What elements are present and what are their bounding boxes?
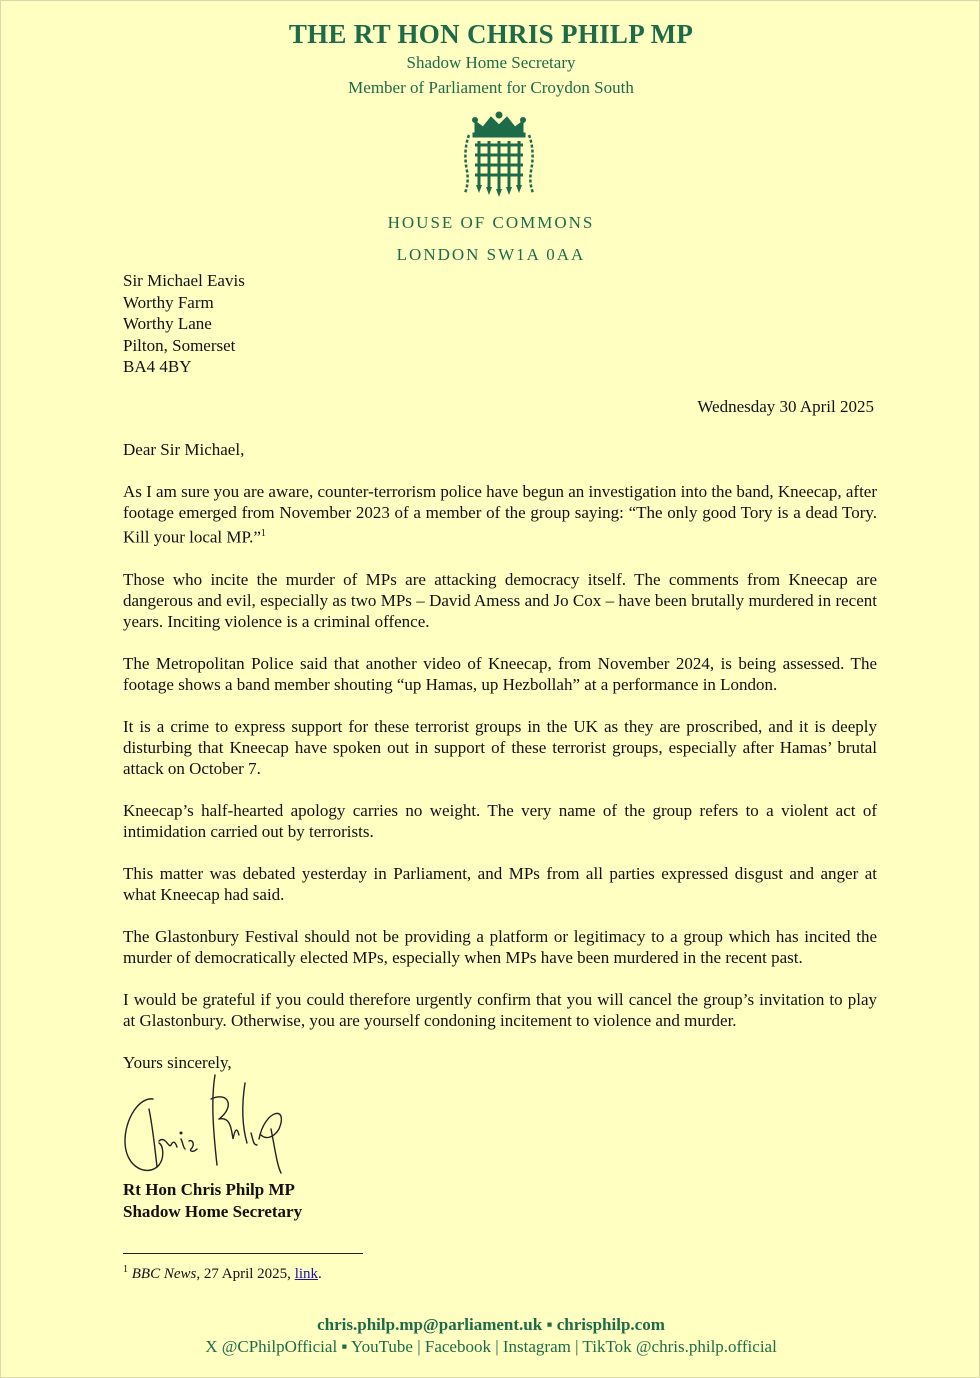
- signer-block: [123, 1179, 302, 1222]
- footnote-divider: [123, 1253, 363, 1254]
- contact-website[interactable]: chrisphilp.com: [556, 1315, 665, 1334]
- mp-constituency: Member of Parliament for Croydon South: [348, 78, 634, 97]
- recipient-line: Sir Michael Eavis: [123, 271, 245, 290]
- letterhead: [1, 19, 980, 100]
- portcullis-icon: [461, 111, 537, 197]
- paragraph: I would be grateful if you could therefore urgently confirm that you will cancel the group’s invitation to play at Glastonbury. Otherwise, you are yourself condoning incitement to violence and murder.: [123, 989, 877, 1030]
- letter-date: Wednesday 30 April 2025: [697, 397, 874, 416]
- paragraph: This matter was debated yesterday in Parliament, and MPs from all parties expressed disgust and anger at what Kneecap had said.: [123, 863, 877, 904]
- signature: [119, 1069, 299, 1179]
- footnote-number: 1: [123, 1264, 128, 1275]
- contact-footer: [1, 1314, 980, 1358]
- house-address: [1, 207, 980, 271]
- footnote-end: .: [318, 1266, 322, 1282]
- contact-separator: ▪: [542, 1315, 557, 1334]
- paragraph: The Metropolitan Police said that another video of Kneecap, from November 2024, is being assessed. The footage shows a band member shouting “up Hamas, up Hezbollah” at a performance in London.: [123, 653, 877, 694]
- salutation: Dear Sir Michael,: [123, 440, 245, 459]
- letter-body: [123, 439, 877, 1094]
- signer-name: Rt Hon Chris Philp MP: [123, 1180, 295, 1199]
- footnote-date: , 27 April 2025,: [196, 1266, 295, 1282]
- paragraph: [123, 481, 877, 548]
- recipient-line: Worthy Farm: [123, 292, 214, 312]
- recipient-line: BA4 4BY: [123, 357, 192, 376]
- house-name: HOUSE OF COMMONS: [387, 213, 595, 232]
- footnote: [123, 1264, 322, 1283]
- paragraph-text: As I am sure you are aware, counter-terrorism police have begun an investigation into the band, Kneecap, after footage emerged from November 2023 of a member of the group saying: “The only good Tory is a dead Tory. Kill your local MP.”: [123, 482, 877, 547]
- footnote-link[interactable]: link: [294, 1266, 319, 1282]
- paragraph: Kneecap’s half-hearted apology carries no weight. The very name of the group refers to a violent act of intimidation carried out by terrorists.: [123, 800, 877, 841]
- closing: Yours sincerely,: [123, 1052, 232, 1072]
- paragraph: It is a crime to express support for these terrorist groups in the UK as they are proscribed, and it is deeply disturbing that Kneecap have spoken out in support of these terrorist groups, especially after Hamas’ brutal attack on October 7.: [123, 716, 877, 778]
- recipient-line: Pilton, Somerset: [123, 335, 236, 355]
- house-city: LONDON SW1A 0AA: [396, 245, 586, 264]
- paragraph: Those who incite the murder of MPs are attacking democracy itself. The comments from Kneecap are dangerous and evil, especially as two MPs – David Amess and Jo Cox – have been brutally murdered in recent years. Inciting violence is a criminal offence.: [123, 569, 877, 631]
- footnote-ref: 1: [260, 528, 266, 539]
- contact-email[interactable]: chris.philp.mp@parliament.uk: [317, 1315, 543, 1334]
- contact-line: [1, 1314, 980, 1336]
- signer-title: Shadow Home Secretary: [123, 1201, 303, 1221]
- recipient-address: [123, 270, 245, 378]
- mp-name: THE RT HON CHRIS PHILP MP: [288, 19, 694, 49]
- footnote-source: BBC News: [131, 1266, 197, 1282]
- social-links: X @CPhilpOfficial ▪ YouTube | Facebook | Instagram | TikTok @chris.philp.official: [205, 1337, 777, 1356]
- paragraph: The Glastonbury Festival should not be providing a platform or legitimacy to a group which has incited the murder of democratically elected MPs, especially when MPs have been murdered in the recent past.: [123, 926, 877, 967]
- recipient-line: Worthy Lane: [123, 314, 212, 333]
- mp-role: Shadow Home Secretary: [406, 53, 576, 72]
